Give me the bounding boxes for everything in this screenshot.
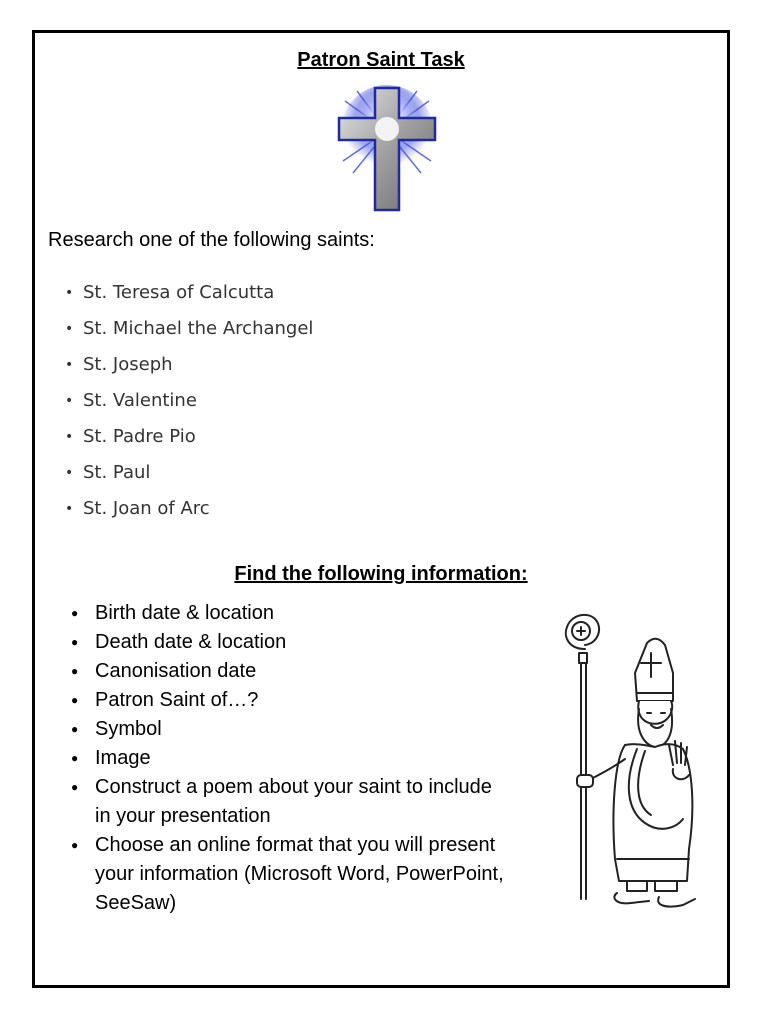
list-item: • St. Valentine xyxy=(65,383,313,419)
info-heading: Find the following information: xyxy=(234,563,528,585)
list-item: ● Choose an online format that you will present your information (Microsoft Word, PowerPoint, SeeSaw) xyxy=(71,831,511,918)
saint-bishop-illustration xyxy=(555,609,705,909)
worksheet-frame xyxy=(32,30,730,988)
list-item: • St. Teresa of Calcutta xyxy=(65,275,313,311)
page-title: Patron Saint Task xyxy=(297,49,465,71)
list-item: • St. Padre Pio xyxy=(65,419,313,455)
glowing-cross-icon xyxy=(327,83,447,215)
list-item: ● Symbol xyxy=(71,715,511,744)
list-item: • St. Paul xyxy=(65,455,313,491)
list-item: • St. Joan of Arc xyxy=(65,491,313,527)
list-item: ● Image xyxy=(71,744,511,773)
list-item: • St. Joseph xyxy=(65,347,313,383)
list-item: ● Canonisation date xyxy=(71,657,511,686)
intro-text: Research one of the following saints: xyxy=(48,229,375,251)
list-item: ● Death date & location xyxy=(71,628,511,657)
list-item: ● Construct a poem about your saint to include in your presentation xyxy=(71,773,511,831)
info-list xyxy=(71,599,511,918)
saint-list xyxy=(65,275,313,527)
list-item: ● Patron Saint of…? xyxy=(71,686,511,715)
list-item: • St. Michael the Archangel xyxy=(65,311,313,347)
list-item: ● Birth date & location xyxy=(71,599,511,628)
